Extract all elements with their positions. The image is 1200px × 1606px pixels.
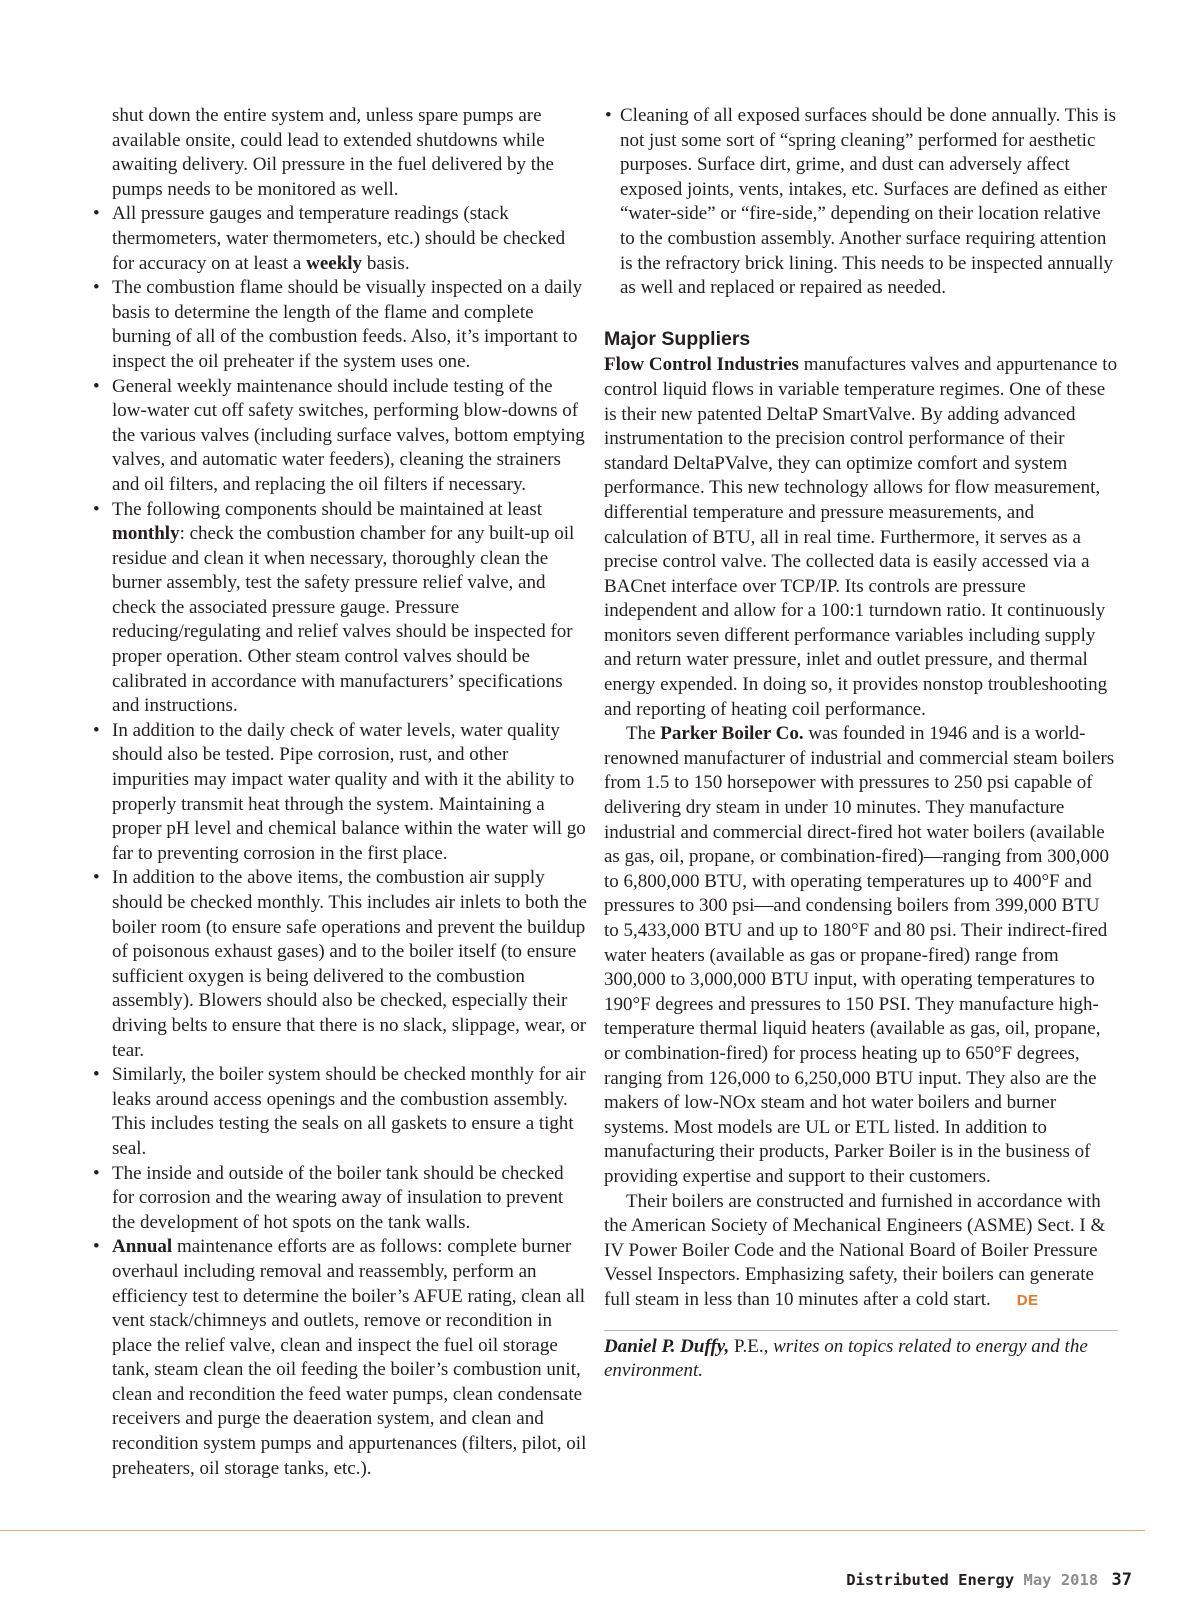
paragraph-asme: Their boilers are constructed and furnished in accordance with the American Society of Mechanical Engineers (ASME) Sect. I & IV Power Boiler Code and the National Board of Boiler Pressure Vessel Inspectors. Emphasizing safety, their boilers can generate full steam in less than 10 minutes after a cold start. DE — [604, 1190, 1118, 1314]
list-item: • Similarly, the boiler system should be checked monthly for air leaks around access openings and the combustion assembly. This includes testing the seals on all gaskets to ensure a tight seal. — [92, 1063, 590, 1161]
end-of-article-mark: DE — [1016, 1291, 1039, 1309]
issue-date: May 2018 — [1023, 1571, 1099, 1589]
right-column — [604, 104, 1118, 1384]
list-item: • Cleaning of all exposed surfaces should be done annually. This is not just some sort of “spring cleaning” performed for aesthetic purposes. Surface dirt, grime, and dust can adversely affect exposed joints, vents, intakes, etc. Surfaces are defined as either “water-side” or “fire-side,” depending on their location relative to the combustion assembly. Another surface requiring attention is the refractory brick lining. This needs to be inspected annually as well and replaced or repaired as needed. — [604, 104, 1118, 301]
list-item: • Annual maintenance efforts are as follows: complete burner overhaul including removal and reassembly, perform an efficiency test to determine the boiler’s AFUE rating, clean all vent stack/chimneys and outlets, remove or recondition in place the relief valve, clean and inspect the fuel oil storage tank, steam clean the oil feeding the boiler’s combustion unit, clean and recondition the feed water pumps, clean condensate receivers and purge the deaeration system, and clean and recondition system pumps and appurtenances (filters, pilot, oil preheaters, oil storage tanks, etc.). — [92, 1235, 590, 1481]
list-item: • In addition to the daily check of water levels, water quality should also be tested. Pipe corrosion, rust, and other impurities may impact water quality and with it the ability to properly transmit heat through the system. Maintaining a proper pH level and chemical balance within the water will go far to preventing corrosion in the first place. — [92, 719, 590, 867]
cleaning-list — [604, 104, 1118, 301]
paragraph-parker-boiler: The Parker Boiler Co. was founded in 1946 and is a world-renowned manufacturer of industrial and commercial steam boilers from 1.5 to 150 horsepower with pressures to 250 psi capable of delivering dry steam in under 10 minutes. They manufacture industrial and commercial direct-fired hot water boilers (available as gas, oil, propane, or combination-fired)—ranging from 300,000 to 6,800,000 BTU, with operating temperatures up to 400°F and pressures to 300 psi—and condensing boilers from 399,000 BTU to 5,433,000 BTU and up to 180°F and 80 psi. Their indirect-fired water heaters (available as gas or propane-fired) range from 300,000 to 3,000,000 BTU input, with operating temperatures to 190°F degrees and pressures to 150 PSI. They manufacture high-temperature thermal liquid heaters (available as gas, oil, propane, or combination-fired) for process heating up to 650°F degrees, ranging from 126,000 to 6,250,000 BTU input. They also are the makers of low-NOx steam and hot water boilers and burner systems. Most models are UL or ETL listed. In addition to manufacturing their products, Parker Boiler is in the business of providing expertise and support to their customers. — [604, 723, 1115, 1187]
author-name: Daniel P. Duffy, — [604, 1335, 730, 1357]
list-item: • All pressure gauges and temperature readings (stack thermometers, water thermometers, etc.) should be checked for accuracy on at least a weekly basis. — [92, 202, 590, 276]
paragraph-flow-control: Flow Control Industries manufactures valves and appurtenance to control liquid flows in variable temperature regimes. One of these is their new patented DeltaP SmartValve. By adding advanced instrumentation to the precision control performance of their standard DeltaPValve, they can optimize comfort and system performance. This new technology allows for flow measurement, differential temperature and pressure measurements, and calculation of BTU, all in real time. Furthermore, it serves as a precise control valve. The collected data is easily accessed via a BACnet interface over TCP/IP. Its controls are pressure independent and allow for a 100:1 turndown ratio. It continuously monitors seven different performance variables including supply and return water pressure, inlet and outlet pressure, and thermal energy expended. In doing so, it provides nonstop troubleshooting and reporting of heating coil performance. — [604, 354, 1118, 720]
list-item: • The inside and outside of the boiler tank should be checked for corrosion and the wearing away of insulation to prevent the development of hot spots on the tank walls. — [92, 1162, 590, 1236]
left-column — [92, 104, 590, 1481]
section-heading: Major Suppliers — [604, 327, 751, 350]
list-item: • The combustion flame should be visually inspected on a daily basis to determine the length of the flame and complete burning of all of the combustion feeds. Also, it’s important to inspect the oil preheater if the system uses one. — [92, 276, 590, 374]
magazine-title: Distributed Energy — [846, 1571, 1015, 1589]
maintenance-list — [92, 202, 590, 1481]
list-item: • General weekly maintenance should include testing of the low-water cut off safety switches, performing blow-downs of the various valves (including surface valves, bottom emptying valves, and automatic water feeders), cleaning the strainers and oil filters, and replacing the oil filters if necessary. — [92, 375, 590, 498]
page-footer — [846, 1570, 1132, 1590]
page-number: 37 — [1111, 1570, 1132, 1590]
author-bio: Daniel P. Duffy, P.E., writes on topics related to energy and the environment. — [604, 1330, 1118, 1384]
footer-divider — [0, 1530, 1145, 1531]
continued-bullet-text: shut down the entire system and, unless spare pumps are available onsite, could lead to extended shutdowns while awaiting delivery. Oil pressure in the fuel delivered by the pumps needs to be monitored as well. — [112, 105, 554, 200]
list-item: • The following components should be maintained at least monthly: check the combustion chamber for any built-up oil residue and clean it when necessary, thoroughly clean the burner assembly, test the safety pressure relief valve, and check the associated pressure gauge. Pressure reducing/regulating and relief valves should be inspected for proper operation. Other steam control valves should be calibrated in accordance with manufacturers’ specifications and instructions. — [92, 498, 590, 719]
list-item: • In addition to the above items, the combustion air supply should be checked monthly. This includes air inlets to both the boiler room (to ensure safe operations and prevent the buildup of poisonous exhaust gases) and to the boiler itself (to ensure sufficient oxygen is being delivered to the combustion assembly). Blowers should also be checked, especially their driving belts to ensure that there is no slack, slippage, wear, or tear. — [92, 866, 590, 1063]
